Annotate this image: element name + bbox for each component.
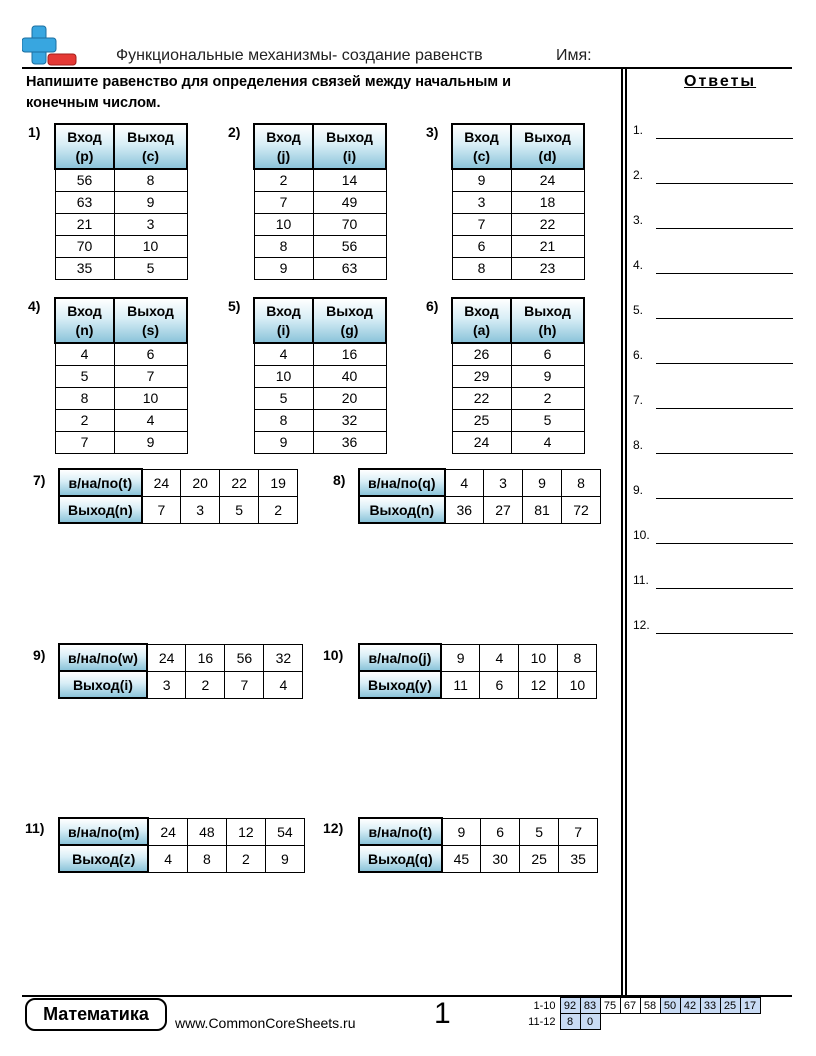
table-row: [55, 365, 187, 387]
page-number: 1: [434, 997, 451, 1030]
input-row: [59, 469, 298, 496]
input-row: [59, 644, 303, 671]
output-header: Выход (d): [511, 124, 584, 169]
worksheet-title: Функциональные механизмы- создание равенств: [116, 47, 483, 64]
output-cell: 36: [313, 431, 386, 453]
answer-line[interactable]: [656, 498, 793, 499]
input-cell: 4: [254, 343, 313, 365]
function-table: [253, 123, 387, 280]
input-cell: 7: [559, 818, 598, 845]
site-url: www.CommonCoreSheets.ru: [175, 1015, 356, 1031]
output-cell: 25: [520, 845, 559, 872]
table-row: [254, 365, 386, 387]
output-header: Выход(n): [59, 496, 142, 523]
input-cell: 54: [265, 818, 304, 845]
input-header: в/на/по(t): [59, 469, 142, 496]
output-header: Выход(n): [359, 496, 445, 523]
output-row: [359, 845, 598, 872]
answer-row: [633, 393, 793, 409]
input-cell: 24: [147, 644, 186, 671]
input-cell: 12: [226, 818, 265, 845]
answer-number: 9.: [633, 483, 644, 497]
input-cell: 9: [442, 818, 481, 845]
score-cell: 50: [660, 998, 680, 1014]
output-cell: 70: [313, 213, 386, 235]
math-logo-icon: [22, 24, 78, 68]
function-table: [358, 468, 601, 524]
problem-number: 1): [28, 124, 41, 140]
table-row: [55, 257, 187, 279]
output-cell: 35: [559, 845, 598, 872]
output-cell: 8: [187, 845, 226, 872]
table-row: [452, 343, 584, 365]
problem-number: 12): [323, 820, 344, 836]
input-header: Вход (i): [254, 298, 313, 343]
input-cell: 7: [254, 191, 313, 213]
table-row: [55, 431, 187, 453]
output-cell: 14: [313, 169, 386, 191]
table-row: [254, 387, 386, 409]
table-row: [254, 257, 386, 279]
output-header: Выход (g): [313, 298, 386, 343]
input-cell: 32: [264, 644, 303, 671]
score-empty: [720, 1014, 740, 1030]
answer-line[interactable]: [656, 633, 793, 634]
answer-row: [633, 348, 793, 364]
input-cell: 8: [254, 409, 313, 431]
answer-number: 6.: [633, 348, 644, 362]
output-cell: 81: [523, 496, 562, 523]
output-cell: 7: [225, 671, 264, 698]
score-empty: [640, 1014, 660, 1030]
input-cell: 2: [55, 409, 114, 431]
output-cell: 7: [142, 496, 181, 523]
table-row: [452, 213, 584, 235]
answer-line[interactable]: [656, 408, 793, 409]
table-row: [55, 387, 187, 409]
output-cell: 32: [313, 409, 386, 431]
table-row: [452, 191, 584, 213]
input-cell: 24: [452, 431, 511, 453]
input-cell: 4: [445, 469, 484, 496]
answers-title: Ответы: [684, 73, 757, 90]
table-row: [55, 169, 187, 191]
output-cell: 10: [558, 671, 597, 698]
score-cell: 42: [680, 998, 700, 1014]
output-cell: 6: [480, 671, 519, 698]
output-cell: 72: [562, 496, 601, 523]
input-cell: 9: [523, 469, 562, 496]
input-cell: 6: [452, 235, 511, 257]
input-cell: 16: [186, 644, 225, 671]
answers-divider: [621, 67, 627, 995]
input-cell: 10: [519, 644, 558, 671]
table-row: [452, 387, 584, 409]
input-cell: 5: [254, 387, 313, 409]
input-header: Вход (c): [452, 124, 511, 169]
input-cell: 5: [55, 365, 114, 387]
output-cell: 6: [114, 343, 187, 365]
input-header: Вход (n): [55, 298, 114, 343]
input-header: Вход (j): [254, 124, 313, 169]
function-table: [58, 643, 303, 699]
table-row: [452, 365, 584, 387]
output-cell: 49: [313, 191, 386, 213]
function-table: [54, 297, 188, 454]
score-empty: [660, 1014, 680, 1030]
input-cell: 5: [520, 818, 559, 845]
output-cell: 63: [313, 257, 386, 279]
input-header: в/на/по(q): [359, 469, 445, 496]
problem-number: 3): [426, 124, 439, 140]
input-header: в/на/по(t): [359, 818, 442, 845]
input-cell: 70: [55, 235, 114, 257]
answer-row: [633, 528, 793, 544]
output-header: Выход(i): [59, 671, 147, 698]
input-cell: 56: [225, 644, 264, 671]
score-cell: 0: [580, 1014, 600, 1030]
answer-number: 3.: [633, 213, 644, 227]
answer-line[interactable]: [656, 363, 793, 364]
answer-line[interactable]: [656, 228, 793, 229]
answer-number: 1.: [633, 123, 644, 137]
output-cell: 2: [186, 671, 225, 698]
score-cell: 92: [560, 998, 580, 1014]
function-table: [358, 817, 598, 873]
table-row: [254, 213, 386, 235]
score-cell: 25: [720, 998, 740, 1014]
score-cell: 83: [580, 998, 600, 1014]
function-table: [58, 817, 305, 873]
input-cell: 8: [562, 469, 601, 496]
brand-badge: Математика: [25, 998, 167, 1031]
function-table: [451, 123, 585, 280]
function-table: [58, 468, 298, 524]
output-header: Выход(y): [359, 671, 441, 698]
input-cell: 8: [452, 257, 511, 279]
input-cell: 24: [142, 469, 181, 496]
output-row: [359, 671, 597, 698]
answer-line[interactable]: [656, 183, 793, 184]
answer-number: 10.: [633, 528, 650, 542]
answer-row: [633, 213, 793, 229]
score-cell: 67: [620, 998, 640, 1014]
input-cell: 19: [259, 469, 298, 496]
score-range-label: 1-10: [533, 999, 556, 1012]
problem-number: 6): [426, 298, 439, 314]
score-range-label: 11-12: [528, 1015, 556, 1028]
output-cell: 4: [148, 845, 187, 872]
output-cell: 10: [114, 387, 187, 409]
output-cell: 4: [511, 431, 584, 453]
output-cell: 9: [265, 845, 304, 872]
header-rule: [22, 67, 792, 69]
output-header: Выход (i): [313, 124, 386, 169]
score-cell: 8: [560, 1014, 580, 1030]
answer-row: [633, 303, 793, 319]
table-row: [452, 235, 584, 257]
input-cell: 26: [452, 343, 511, 365]
answer-row: [633, 438, 793, 454]
input-cell: 2: [254, 169, 313, 191]
score-cell: 17: [740, 998, 760, 1014]
problem-number: 4): [28, 298, 41, 314]
score-empty: [700, 1014, 720, 1030]
answer-line[interactable]: [656, 273, 793, 274]
output-cell: 9: [114, 191, 187, 213]
output-cell: 21: [511, 235, 584, 257]
function-table: [358, 643, 597, 699]
table-row: [55, 235, 187, 257]
output-cell: 56: [313, 235, 386, 257]
output-cell: 9: [511, 365, 584, 387]
output-cell: 3: [147, 671, 186, 698]
output-cell: 30: [481, 845, 520, 872]
table-row: [452, 431, 584, 453]
problem-number: 7): [33, 472, 46, 488]
output-header: Выход (s): [114, 298, 187, 343]
input-cell: 9: [441, 644, 480, 671]
table-row: [55, 343, 187, 365]
output-cell: 40: [313, 365, 386, 387]
output-cell: 23: [511, 257, 584, 279]
input-cell: 9: [452, 169, 511, 191]
output-cell: 45: [442, 845, 481, 872]
input-cell: 20: [181, 469, 220, 496]
output-cell: 27: [484, 496, 523, 523]
output-cell: 5: [511, 409, 584, 431]
table-row: [452, 169, 584, 191]
input-cell: 8: [55, 387, 114, 409]
output-cell: 7: [114, 365, 187, 387]
answer-line[interactable]: [656, 543, 793, 544]
output-cell: 2: [511, 387, 584, 409]
input-header: в/на/по(m): [59, 818, 148, 845]
input-cell: 7: [55, 431, 114, 453]
score-empty: [600, 1014, 620, 1030]
input-cell: 10: [254, 213, 313, 235]
score-cell: 75: [600, 998, 620, 1014]
input-cell: 56: [55, 169, 114, 191]
output-header: Выход (c): [114, 124, 187, 169]
score-empty: [680, 1014, 700, 1030]
answer-line[interactable]: [656, 453, 793, 454]
output-cell: 36: [445, 496, 484, 523]
output-cell: 24: [511, 169, 584, 191]
output-row: [59, 671, 303, 698]
input-cell: 25: [452, 409, 511, 431]
output-cell: 9: [114, 431, 187, 453]
output-cell: 10: [114, 235, 187, 257]
output-cell: 4: [264, 671, 303, 698]
answer-row: [633, 483, 793, 499]
problem-number: 9): [33, 647, 46, 663]
function-table: [451, 297, 585, 454]
input-header: Вход (a): [452, 298, 511, 343]
output-row: [59, 845, 304, 872]
table-row: [55, 191, 187, 213]
answer-row: [633, 168, 793, 184]
output-cell: 20: [313, 387, 386, 409]
answer-row: [633, 258, 793, 274]
input-cell: 63: [55, 191, 114, 213]
score-table: [524, 997, 761, 1030]
output-cell: 5: [114, 257, 187, 279]
answer-line[interactable]: [656, 588, 793, 589]
answer-number: 7.: [633, 393, 644, 407]
function-table: [54, 123, 188, 280]
table-row: [55, 213, 187, 235]
output-cell: 18: [511, 191, 584, 213]
input-header: в/на/по(j): [359, 644, 441, 671]
output-row: [359, 496, 601, 523]
input-header: в/на/по(w): [59, 644, 147, 671]
score-empty: [620, 1014, 640, 1030]
score-row: [524, 1014, 760, 1030]
output-cell: 4: [114, 409, 187, 431]
problem-number: 10): [323, 647, 344, 663]
table-row: [254, 409, 386, 431]
table-row: [254, 191, 386, 213]
score-cell: 33: [700, 998, 720, 1014]
problem-number: 11): [25, 820, 45, 836]
output-header: Выход (h): [511, 298, 584, 343]
input-cell: 9: [254, 257, 313, 279]
table-row: [254, 169, 386, 191]
input-row: [59, 818, 304, 845]
output-cell: 2: [259, 496, 298, 523]
output-cell: 8: [114, 169, 187, 191]
answer-number: 12.: [633, 618, 650, 632]
output-cell: 22: [511, 213, 584, 235]
output-cell: 3: [181, 496, 220, 523]
table-row: [254, 431, 386, 453]
output-row: [59, 496, 298, 523]
problem-number: 8): [333, 472, 346, 488]
problem-number: 2): [228, 124, 241, 140]
answer-number: 4.: [633, 258, 644, 272]
input-cell: 3: [484, 469, 523, 496]
output-cell: 5: [220, 496, 259, 523]
input-cell: 24: [148, 818, 187, 845]
table-row: [55, 409, 187, 431]
answer-number: 8.: [633, 438, 644, 452]
input-cell: 9: [254, 431, 313, 453]
output-cell: 3: [114, 213, 187, 235]
input-cell: 4: [55, 343, 114, 365]
instructions: Напишите равенство для определения связей между начальным и конечным числом.: [26, 74, 512, 111]
input-cell: 8: [254, 235, 313, 257]
answer-row: [633, 618, 793, 634]
answer-number: 2.: [633, 168, 644, 182]
output-cell: 2: [226, 845, 265, 872]
input-row: [359, 818, 598, 845]
table-row: [254, 343, 386, 365]
output-cell: 16: [313, 343, 386, 365]
input-cell: 21: [55, 213, 114, 235]
input-cell: 3: [452, 191, 511, 213]
answer-line[interactable]: [656, 318, 793, 319]
problem-number: 5): [228, 298, 241, 314]
input-header: Вход (p): [55, 124, 114, 169]
input-cell: 48: [187, 818, 226, 845]
input-row: [359, 644, 597, 671]
input-cell: 10: [254, 365, 313, 387]
answer-number: 5.: [633, 303, 644, 317]
input-cell: 6: [481, 818, 520, 845]
input-cell: 22: [452, 387, 511, 409]
input-cell: 29: [452, 365, 511, 387]
input-row: [359, 469, 601, 496]
name-label: Имя:: [556, 47, 592, 64]
score-cell: 58: [640, 998, 660, 1014]
score-empty: [740, 1014, 760, 1030]
input-cell: 4: [480, 644, 519, 671]
answer-row: [633, 573, 793, 589]
output-header: Выход(q): [359, 845, 442, 872]
output-header: Выход(z): [59, 845, 148, 872]
output-cell: 12: [519, 671, 558, 698]
score-row: [524, 998, 760, 1014]
output-cell: 6: [511, 343, 584, 365]
input-cell: 8: [558, 644, 597, 671]
input-cell: 7: [452, 213, 511, 235]
table-row: [452, 257, 584, 279]
answer-number: 11.: [633, 573, 649, 587]
table-row: [254, 235, 386, 257]
answer-row: [633, 123, 793, 139]
answer-line[interactable]: [656, 138, 793, 139]
table-row: [452, 409, 584, 431]
input-cell: 22: [220, 469, 259, 496]
function-table: [253, 297, 387, 454]
input-cell: 35: [55, 257, 114, 279]
output-cell: 11: [441, 671, 480, 698]
